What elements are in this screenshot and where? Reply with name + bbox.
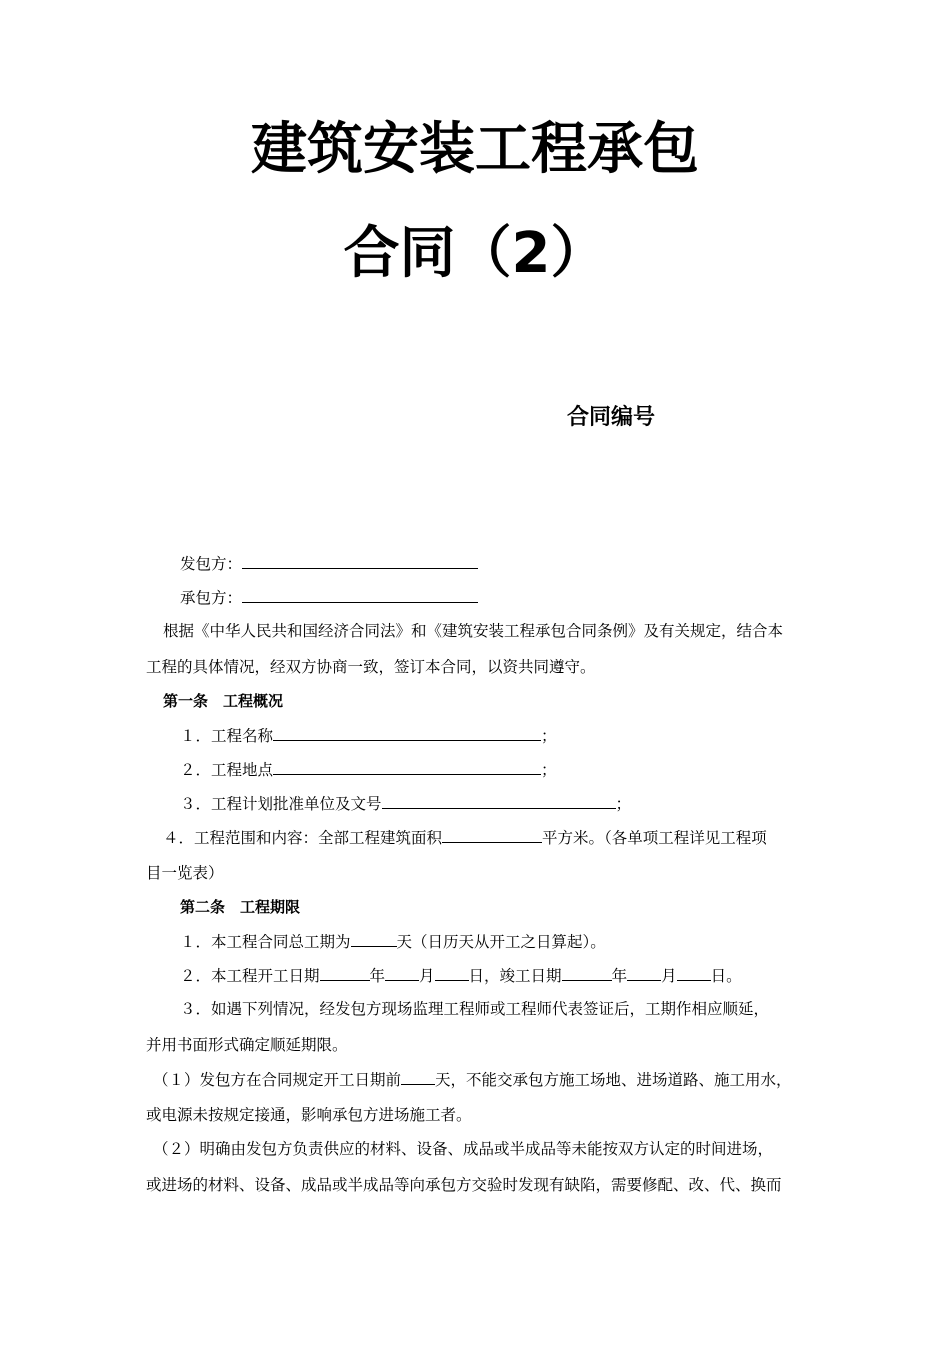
end-year-blank bbox=[562, 964, 612, 981]
end-year-unit: 年 bbox=[611, 967, 628, 985]
article2-item1 bbox=[180, 930, 606, 953]
article1-item2 bbox=[180, 758, 557, 781]
item3-end: ； bbox=[615, 795, 632, 813]
days-blank bbox=[351, 930, 397, 947]
start-month-blank bbox=[385, 964, 419, 981]
article1-heading: 第一条 工程概况 bbox=[163, 692, 284, 710]
total-period-label: １．本工程合同总工期为 bbox=[180, 933, 351, 951]
document-title-line2: 合同（2） bbox=[343, 221, 607, 286]
article2-sub2-line1: （２）明确由发包方负责供应的材料、设备、成品或半成品等未能按双方认定的时间进场， bbox=[153, 1140, 774, 1158]
contractor-line bbox=[180, 586, 478, 609]
item2-end: ； bbox=[541, 761, 557, 779]
end-day-unit: 日。 bbox=[710, 967, 742, 985]
article1-item4-cont: 目一览表） bbox=[146, 864, 224, 882]
sub1-pre: （１）发包方在合同规定开工日期前 bbox=[153, 1071, 402, 1089]
end-month-blank bbox=[627, 964, 661, 981]
sub1-days-blank bbox=[401, 1068, 435, 1085]
start-date-label: ２．本工程开工日期 bbox=[180, 967, 320, 985]
article1-item4 bbox=[163, 826, 767, 849]
end-month-unit: 月 bbox=[661, 967, 677, 985]
item1-end: ； bbox=[541, 727, 557, 745]
start-month-unit: 月 bbox=[419, 967, 435, 985]
scope-post: 平方米。（各单项工程详见工程项 bbox=[542, 829, 767, 847]
start-day-blank bbox=[435, 964, 469, 981]
article1-item3 bbox=[180, 792, 631, 815]
contract-number-label: 合同编号 bbox=[567, 405, 656, 430]
end-day-blank bbox=[677, 964, 711, 981]
article1-item1 bbox=[180, 724, 557, 747]
contractor-blank bbox=[242, 586, 478, 603]
article2-heading: 第二条 工程期限 bbox=[180, 898, 301, 916]
contractor-label: 承包方： bbox=[180, 589, 243, 607]
article2-sub2-line2: 或进场的材料、设备、成品或半成品等向承包方交验时发现有缺陷，需要修配、改、代、换而 bbox=[146, 1176, 782, 1194]
scope-label: ４．工程范围和内容：全部工程建筑面积 bbox=[163, 829, 443, 847]
preamble-line1: 根据《中华人民共和国经济合同法》和《建筑安装工程承包合同条例》及有关规定，结合本 bbox=[163, 622, 784, 640]
approval-unit-blank bbox=[382, 792, 616, 809]
start-year-unit: 年 bbox=[369, 967, 386, 985]
sub1-post: 天，不能交承包方施工场地、进场道路、施工用水， bbox=[435, 1071, 792, 1089]
area-blank bbox=[442, 826, 542, 843]
approval-unit-label: ３．工程计划批准单位及文号 bbox=[180, 795, 382, 813]
employer-blank bbox=[242, 552, 478, 569]
article2-item3-line1: ３．如遇下列情况，经发包方现场监理工程师或工程师代表签证后，工期作相应顺延， bbox=[180, 1000, 770, 1018]
project-name-label: １．工程名称 bbox=[180, 727, 274, 745]
employer-line bbox=[180, 552, 478, 575]
project-name-blank bbox=[273, 724, 541, 741]
start-year-blank bbox=[320, 964, 370, 981]
article2-sub1 bbox=[153, 1068, 792, 1091]
completion-date-label: 日，竣工日期 bbox=[468, 967, 562, 985]
article2-sub1-line2: 或电源未按规定接通，影响承包方进场施工者。 bbox=[146, 1106, 472, 1124]
article2-item2 bbox=[180, 964, 742, 987]
project-location-label: ２．工程地点 bbox=[180, 761, 274, 779]
total-period-post: 天（日历天从开工之日算起）。 bbox=[396, 933, 606, 951]
document-title-line1: 建筑安装工程承包 bbox=[251, 117, 699, 182]
project-location-blank bbox=[273, 758, 541, 775]
employer-label: 发包方： bbox=[180, 555, 243, 573]
article2-item3-line2: 并用书面形式确定顺延期限。 bbox=[146, 1036, 348, 1054]
preamble-line2: 工程的具体情况，经双方协商一致，签订本合同，以资共同遵守。 bbox=[146, 658, 596, 676]
